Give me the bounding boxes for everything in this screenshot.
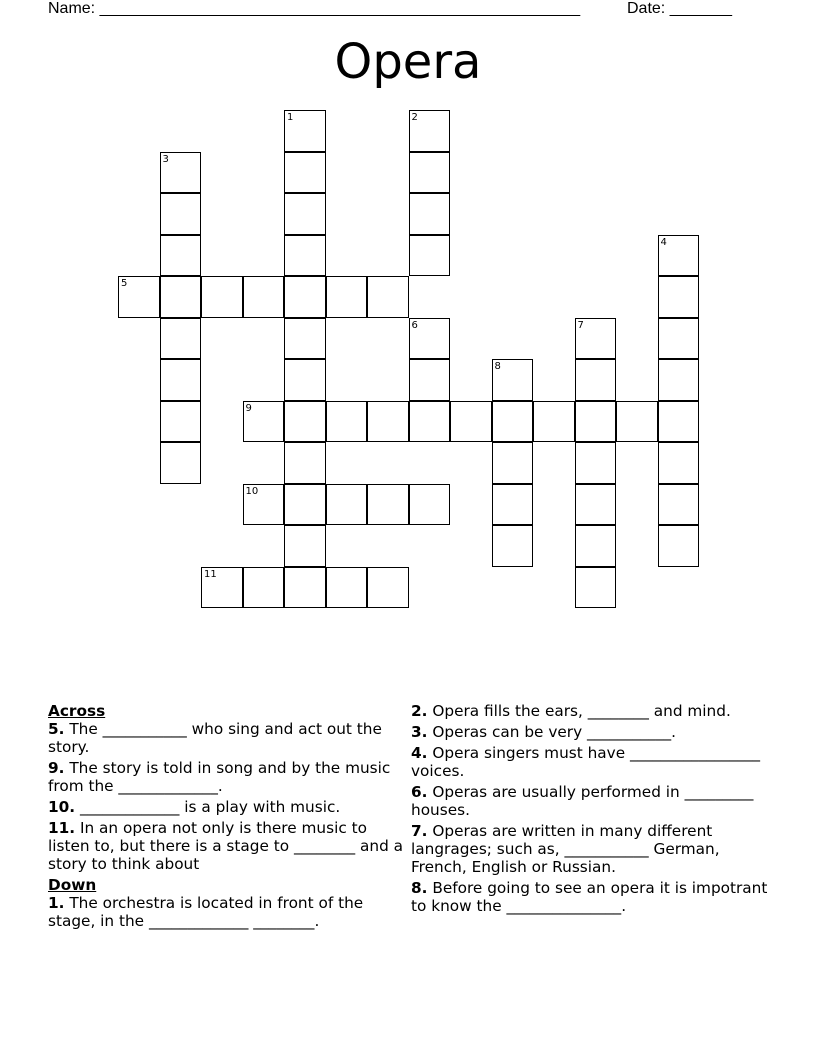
grid-cell[interactable] [160, 276, 202, 318]
grid-cell[interactable] [575, 359, 617, 401]
grid-cell[interactable] [575, 567, 617, 609]
cell-number: 11 [204, 568, 217, 580]
grid-cell[interactable] [284, 235, 326, 277]
grid-cell[interactable] [160, 442, 202, 484]
grid-cell[interactable] [409, 235, 451, 277]
grid-cell[interactable] [367, 276, 409, 318]
grid-cell[interactable] [367, 401, 409, 443]
grid-cell[interactable] [284, 567, 326, 609]
cell-number: 9 [245, 402, 252, 414]
clue-item [48, 894, 408, 930]
clue-text: The ___________ who sing and act out the story. [48, 720, 382, 756]
clues-right-column [411, 702, 771, 918]
clue-text: Opera fills the ears, ________ and mind. [427, 702, 731, 720]
grid-cell[interactable] [658, 276, 700, 318]
clue-item [411, 702, 771, 720]
clue-text: The story is told in song and by the music from the _____________. [48, 759, 391, 795]
cell-number: 7 [577, 319, 584, 331]
page-title: Opera [334, 34, 482, 90]
grid-cell[interactable] [492, 525, 534, 567]
grid-cell[interactable] [160, 318, 202, 360]
grid-cell[interactable] [243, 276, 285, 318]
cell-number: 1 [287, 112, 294, 123]
grid-cell[interactable] [160, 401, 202, 443]
clue-text: Operas are written in many different langrages; such as, ___________ German, French, English or Russian. [411, 822, 720, 876]
grid-cell[interactable] [409, 152, 451, 194]
across-heading: Across [48, 702, 106, 720]
grid-cell[interactable] [160, 193, 202, 235]
grid-cell[interactable] [409, 193, 451, 235]
grid-cell[interactable] [284, 276, 326, 318]
grid-cell[interactable] [284, 318, 326, 360]
grid-cell[interactable] [326, 401, 368, 443]
grid-cell[interactable] [575, 442, 617, 484]
grid-cell[interactable] [575, 525, 617, 567]
clue-number: 5. [48, 720, 65, 738]
clue-text: Opera singers must have _________________ voices. [411, 744, 761, 780]
clue-number: 1. [48, 894, 65, 912]
grid-cell[interactable] [492, 401, 534, 443]
clue-item [48, 759, 408, 795]
down-clue-list-left [48, 894, 408, 930]
grid-cell[interactable] [326, 276, 368, 318]
grid-cell[interactable] [284, 152, 326, 194]
grid-cell[interactable] [658, 525, 700, 567]
clue-item [411, 744, 771, 780]
clue-number: 3. [411, 723, 428, 741]
clue-text: _____________ is a play with music. [75, 798, 341, 816]
grid-cell[interactable] [450, 401, 492, 443]
across-clue-list [48, 720, 408, 873]
grid-cell[interactable] [409, 359, 451, 401]
clue-item [411, 879, 771, 915]
grid-cell[interactable] [326, 484, 368, 526]
clue-text: Operas can be very ___________. [427, 723, 676, 741]
clue-item [411, 822, 771, 876]
clues-left-column [48, 702, 408, 933]
grid-cell[interactable] [575, 401, 617, 443]
clue-number: 2. [411, 702, 428, 720]
clue-item [411, 723, 771, 741]
clue-item [411, 783, 771, 819]
grid-cell[interactable] [367, 484, 409, 526]
grid-cell[interactable] [201, 276, 243, 318]
cell-number: 10 [245, 485, 259, 497]
grid-cell[interactable] [616, 401, 658, 443]
clue-number: 4. [411, 744, 428, 762]
clue-number: 8. [411, 879, 428, 897]
grid-cell[interactable] [575, 484, 617, 526]
cell-number: 3 [162, 153, 169, 165]
grid-cell[interactable] [658, 401, 700, 443]
grid-cell[interactable] [409, 401, 451, 443]
grid-cell[interactable] [326, 567, 368, 609]
name-line: Name: ______________________________________________________ [48, 0, 581, 17]
grid-cell[interactable] [409, 484, 451, 526]
grid-cell[interactable] [284, 401, 326, 443]
grid-cell[interactable] [658, 359, 700, 401]
grid-cell[interactable] [658, 318, 700, 360]
grid-cell[interactable] [243, 567, 285, 609]
grid-cell[interactable] [284, 484, 326, 526]
clue-item [48, 720, 408, 756]
grid-cell[interactable] [284, 442, 326, 484]
grid-cell[interactable] [284, 193, 326, 235]
clue-number: 7. [411, 822, 428, 840]
clue-number: 11. [48, 819, 76, 837]
clue-text: The orchestra is located in front of the stage, in the _____________ ________. [48, 894, 364, 930]
grid-cell[interactable] [367, 567, 409, 609]
cell-number: 6 [411, 319, 418, 331]
cell-number: 4 [660, 236, 667, 248]
grid-cell[interactable] [284, 359, 326, 401]
cell-number: 2 [411, 112, 418, 123]
clue-text: Before going to see an opera it is impotrant to know the _______________. [411, 879, 768, 915]
grid-cell[interactable] [284, 525, 326, 567]
grid-cell[interactable] [533, 401, 575, 443]
clue-number: 6. [411, 783, 428, 801]
clue-item [48, 798, 408, 816]
clue-number: 10. [48, 798, 76, 816]
grid-cell[interactable] [658, 484, 700, 526]
date-line: Date: _______ [627, 0, 732, 17]
down-clue-list-right [411, 702, 771, 915]
grid-cell[interactable] [160, 235, 202, 277]
grid-cell[interactable] [160, 359, 202, 401]
clue-number: 9. [48, 759, 65, 777]
down-heading: Down [48, 876, 97, 894]
clue-item [48, 819, 408, 873]
clue-text: In an opera not only is there music to listen to, but there is a stage to ________ and a story to think about [48, 819, 404, 873]
grid-cell[interactable] [658, 442, 700, 484]
grid-cell[interactable] [492, 442, 534, 484]
cell-number: 8 [494, 361, 501, 372]
grid-cell[interactable] [492, 484, 534, 526]
clue-text: Operas are usually performed in _________ houses. [411, 783, 754, 819]
cell-number: 5 [121, 278, 128, 289]
